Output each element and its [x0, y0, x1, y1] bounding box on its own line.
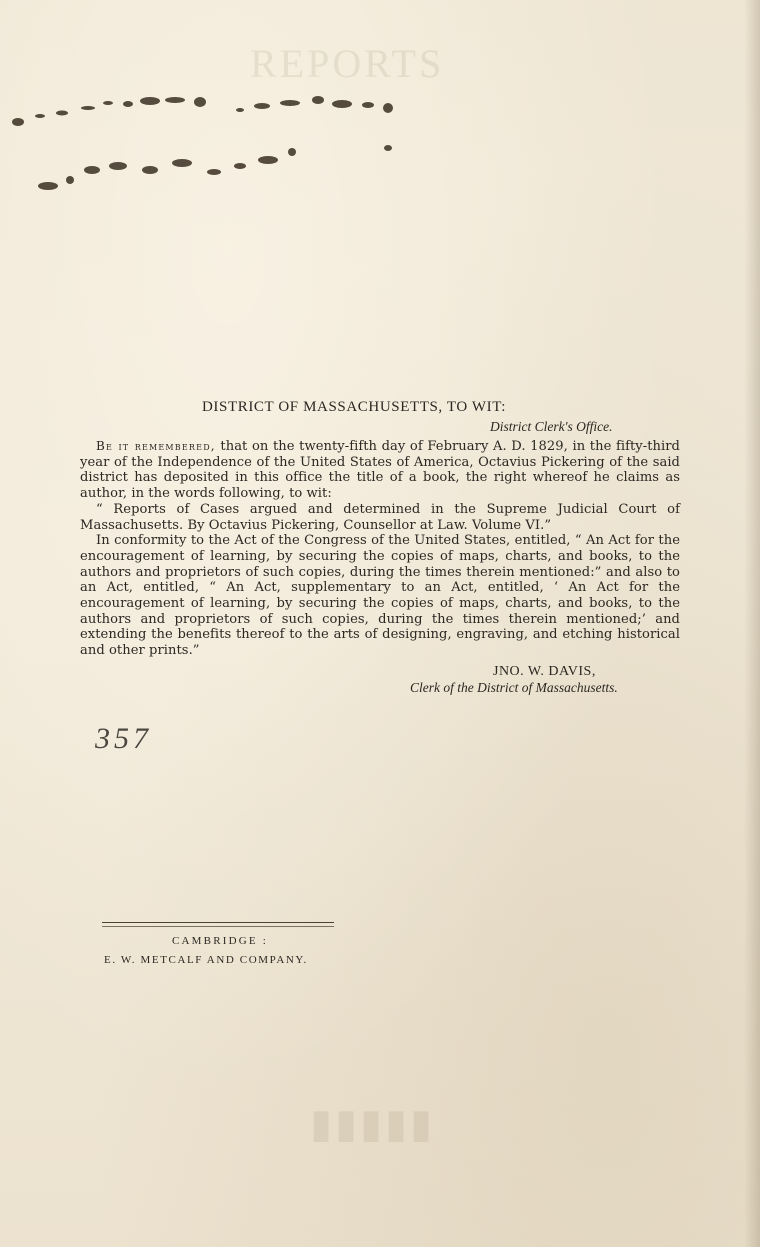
divider-rule — [102, 922, 334, 923]
show-through-text: REPORTS — [250, 41, 445, 86]
divider-rule-thin — [102, 926, 334, 927]
page-heading: DISTRICT OF MASSACHUSETTS, TO WIT: — [202, 399, 507, 415]
imprint-printer: E. W. METCALF AND COMPANY. — [104, 954, 308, 966]
notice-paragraph-1 — [80, 439, 680, 502]
show-through-text: ▮▮▮▮▮ — [310, 1101, 436, 1146]
copyright-notice — [80, 439, 680, 659]
paragraph-1-text: that on the twenty-fifth day of February A. D. 1829, in the fifty-third year of the Independence of the United States of America, Octavius Pickering of the said district has deposited in this office the title of a book, the right whereof he claims as author, in the words following, to wit: — [80, 439, 680, 502]
signer-name: JNO. W. DAVIS, — [493, 664, 596, 679]
notice-paragraph-3: In conformity to the Act of the Congress of the United States, entitled, “ An Act for the encouragement of learning, by securing the copies of maps, charts, and books, to the authors and proprietors of such copies, during the times therein mentioned:” and also to an Act, entitled, “ An Act, supplementary to an Act, entitled, ‘ An Act for the encouragement of learning, by securing the copies of maps, charts, and books, to the authors and proprietors of such copies, during the times therein mentioned;’ and extending the benefits thereof to the arts of designing, engraving, and etching historical and other prints.” — [80, 533, 680, 659]
signer-title: Clerk of the District of Massachusetts. — [410, 680, 618, 695]
page-edge-shadow — [744, 0, 760, 1247]
ink-offset-marks — [0, 0, 760, 260]
clerk-office-line: District Clerk's Office. — [490, 419, 613, 434]
lead-words: Be it remembered, — [96, 439, 216, 453]
notice-paragraph-2: “ Reports of Cases argued and determined in the Supreme Judicial Court of Massachusetts. By Octavius Pickering, Counsellor at Law. Volume VI.” — [80, 501, 680, 533]
handwritten-number: 357 — [95, 722, 152, 755]
imprint-city: CAMBRIDGE : — [172, 935, 269, 947]
